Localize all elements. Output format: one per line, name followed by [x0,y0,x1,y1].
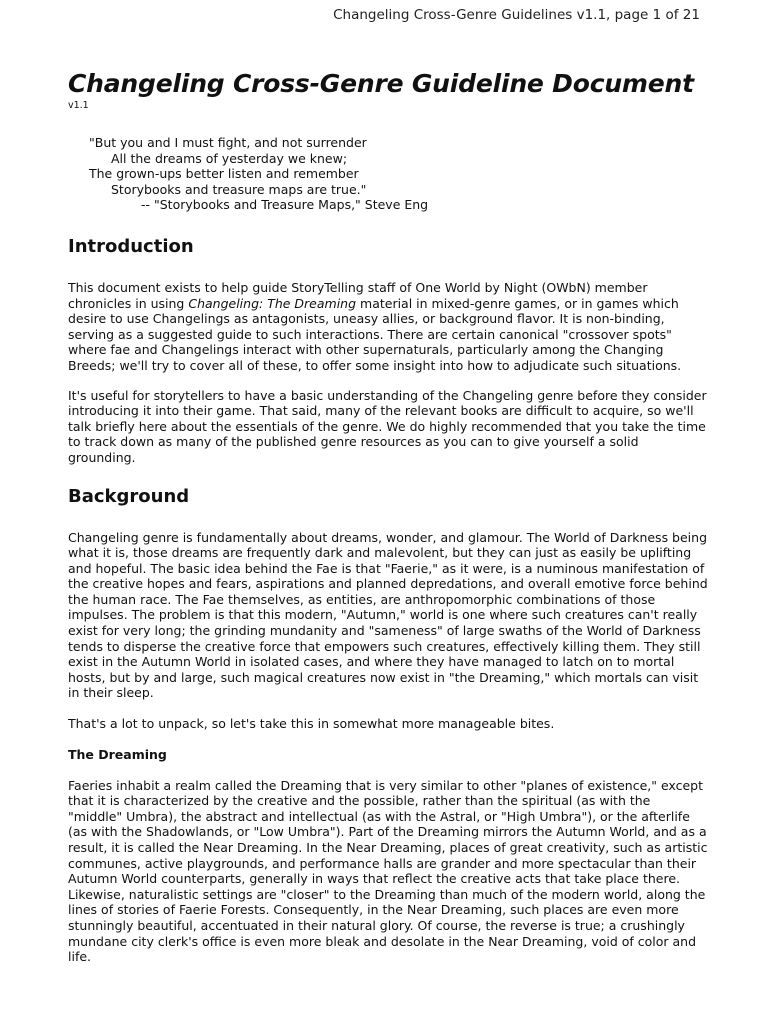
epigraph-attribution: -- "Storybooks and Treasure Maps," Steve Eng [141,197,429,213]
document-version: v1.1 [68,100,89,111]
introduction-heading: Introduction [68,235,194,257]
epigraph-line: "But you and I must fight, and not surrender [89,135,367,150]
dreaming-paragraph: Faeries inhabit a realm called the Dreaming that is very similar to other "planes of existence," except that it is characterized by the creative and the possible, rather than the spiritual (as with the "middle" Umbra), the abstract and intellectual (as with the Astral, or "High Umbra"), or the afterlife (as with the Shadowlands, or "Low Umbra"). Part of the Dreaming mirrors the Autumn World, and as a result, it is called the Near Dreaming. In the Near Dreaming, places of great creativity, such as artistic communes, active playgrounds, and performance halls are grander and more spectacular than their Autumn World counterparts, generally in ways that reflect the creative acts that take place there. Likewise, naturalistic settings are "closer" to the Dreaming than much of the modern world, along the lines of stories of Faerie Forests. Consequently, in the Near Dreaming, such places are even more stunningly beautiful, accentuated in their natural glory. Of course, the reverse is true; a crushingly mundane city clerk's office is even more bleak and desolate in the Near Dreaming, void of color and life. [68,777,708,965]
epigraph-line: All the dreams of yesterday we knew; [111,150,348,166]
introduction-paragraph [68,280,708,374]
epigraph [89,135,708,213]
dreaming-heading: The Dreaming [68,746,167,762]
document-body [68,68,708,965]
epigraph-line: The grown-ups better listen and remember [89,166,359,182]
epigraph-line: Storybooks and treasure maps are true." [111,181,367,197]
introduction-paragraph: It's useful for storytellers to have a basic understanding of the Changeling genre before they consider introducing it into their game. That said, many of the relevant books are difficult to acquire, so we'll talk briefly here about the essentials of the genre. We do highly recommended that you take the time to track down as many of the published genre resources as you can to give yourself a solid grounding. [68,387,707,465]
book-title: Changeling: The Dreaming [188,295,357,311]
background-paragraph: That's a lot to unpack, so let's take this in somewhat more manageable bites. [68,716,555,732]
background-paragraph: Changeling genre is fundamentally about dreams, wonder, and glamour. The World of Darkness being what it is, those dreams are frequently dark and malevolent, but they can just as easily be uplifting and hopeful. The basic idea behind the Fae is that "Faerie," as it were, is a numinous manifestation of the creative hopes and fears, aspirations and planned depredations, and overall emotive force behind the human race. The Fae themselves, as entities, are anthropomorphic combinations of those impulses. The problem is that this modern, "Autumn," world is one where such creatures can't really exist for very long; the grinding mundanity and "sameness" of large swaths of the World of Darkness tends to disperse the creative force that empowers such creatures, effectively killing them. They still exist in the Autumn World in isolated cases, and where they have managed to latch on to mortal hosts, but by and large, such magical creatures now exist in "the Dreaming," which mortals can visit in their sleep. [68,529,708,701]
document-title: Changeling Cross-Genre Guideline Document [68,69,694,98]
background-heading: Background [68,485,190,507]
introduction-text: This document exists to help guide StoryTelling staff of One World by Night (OWbN) member chronicles in using [68,279,648,311]
running-header: Changeling Cross-Genre Guidelines v1.1, page 1 of 21 [333,7,700,23]
introduction-text: material in mixed-genre games, or in games which desire to use Changelings as antagonists, uneasy allies, or background flavor. It is non-binding, serving as a suggested guide to such interactions. There are certain canonical "crossover spots" where fae and Changelings interact with other supernaturals, particularly among the Changing Breeds; we'll try to cover all of these, to offer some insight into how to adjudicate such situations. [68,295,682,373]
